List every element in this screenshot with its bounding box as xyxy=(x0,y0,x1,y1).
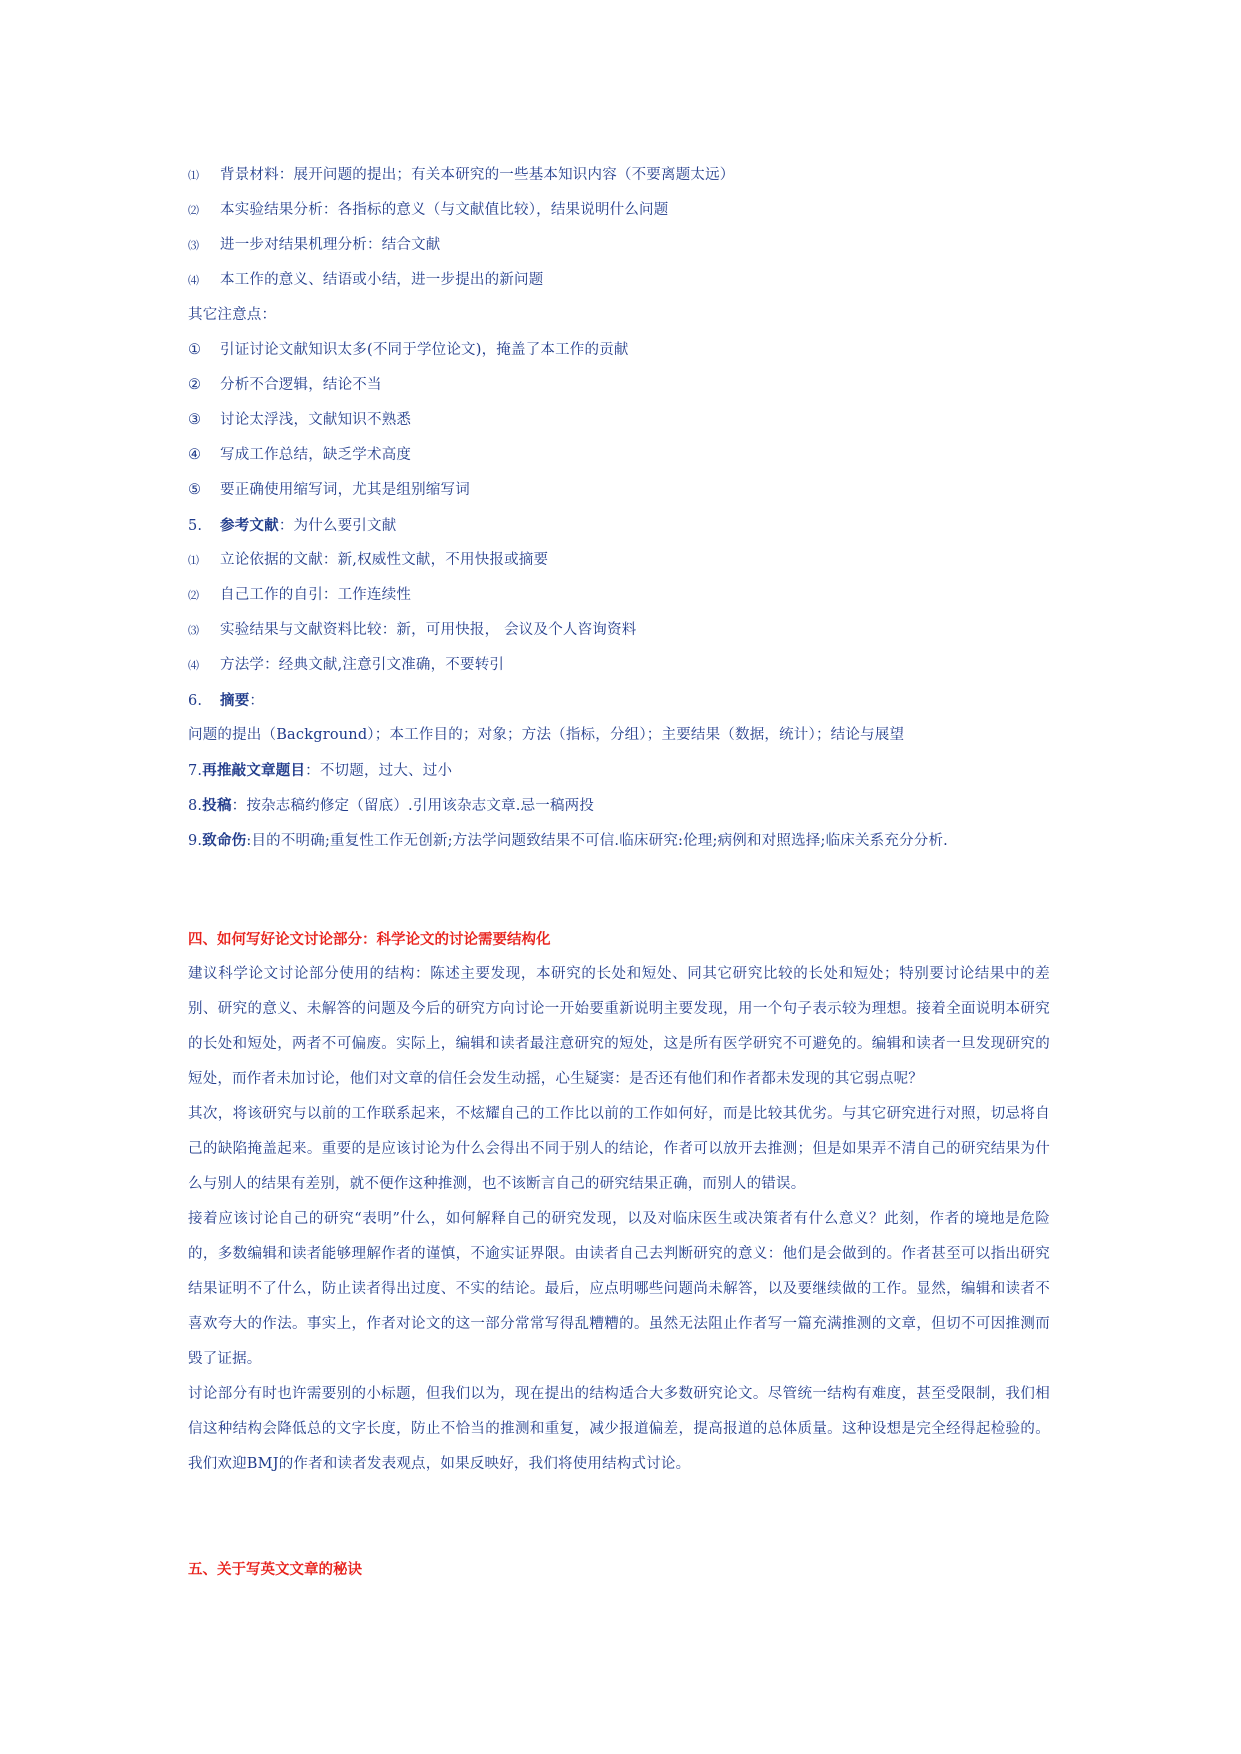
item-prefix: 8. xyxy=(188,798,203,814)
item-7 xyxy=(188,753,1050,788)
item-number: ⑴ xyxy=(188,169,200,182)
abstract-title: 摘要 xyxy=(220,692,250,709)
notes-title: 其它注意点： xyxy=(188,307,277,323)
paragraph: 讨论部分有时也许需要别的小标题，但我们以为，现在提出的结构适合大多数研究论文。尽管统一结构有难度，甚至受限制，我们相信这种结构会降低总的文字长度，防止不恰当的推测和重复，减少报道偏差，提高报道的总体质量。这种设想是完全经得起检验的。我们欢迎BMJ的作者和读者发表观点，如果反映好，我们将使用结构式讨论。 xyxy=(188,1386,1050,1472)
item-desc: ：不切题，过大、过小 xyxy=(305,763,453,779)
item-prefix: 9. xyxy=(188,833,203,849)
list-item xyxy=(188,578,1050,613)
item-9 xyxy=(188,823,1050,858)
list-item xyxy=(188,438,1050,473)
item-number: ⑷ xyxy=(188,659,200,672)
item-text: 方法学：经典文献,注意引文准确，不要转引 xyxy=(220,657,505,673)
item-text: 进一步对结果机理分析：结合文献 xyxy=(220,237,441,253)
item-number: ⑷ xyxy=(188,274,200,287)
abstract-text: 问题的提出（Background）；本工作目的；对象；方法（指标，分组）；主要结果（数据，统计）；结论与展望 xyxy=(188,727,905,743)
references-heading xyxy=(188,508,1050,543)
item-text: 本实验结果分析：各指标的意义（与文献值比较），结果说明什么问题 xyxy=(220,202,669,218)
list-item xyxy=(188,368,1050,403)
item-number: ⑶ xyxy=(188,239,200,252)
item-text: 立论依据的文献：新,权威性文献，不用快报或摘要 xyxy=(220,552,549,568)
list-item xyxy=(188,543,1050,578)
item-number: ⑴ xyxy=(188,554,200,567)
item-number: ② xyxy=(188,377,202,393)
list-item xyxy=(188,228,1050,263)
paragraph: 接着应该讨论自己的研究“表明”什么，如何解释自己的研究发现，以及对临床医生或决策者有什么意义？此刻，作者的境地是危险的，多数编辑和读者能够理解作者的谨慎，不逾实证界限。由读者自己去判断研究的意义：他们是会做到的。作者甚至可以指出研究结果证明不了什么，防止读者得出过度、不实的结论。最后，应点明哪些问题尚未解答，以及要继续做的工作。显然，编辑和读者不喜欢夸大的作法。事实上，作者对论文的这一部分常常写得乱糟糟的。虽然无法阻止作者写一篇充满推测的文章，但切不可因推测而毁了证据。 xyxy=(188,1211,1050,1367)
section-4-heading: 四、如何写好论文讨论部分：科学论文的讨论需要结构化 xyxy=(188,931,551,948)
item-number: ⑶ xyxy=(188,624,200,637)
item-text: 分析不合逻辑，结论不当 xyxy=(220,377,382,393)
item-number: ④ xyxy=(188,447,202,463)
item-number: ⑵ xyxy=(188,589,200,602)
item-title: 投稿 xyxy=(202,797,232,814)
item-number: ③ xyxy=(188,412,202,428)
section-5-heading: 五、关于写英文文章的秘诀 xyxy=(188,1561,362,1578)
item-prefix: 7. xyxy=(188,763,203,779)
item-text: 讨论太浮浅，文献知识不熟悉 xyxy=(220,412,412,428)
item-text: 写成工作总结，缺乏学术高度 xyxy=(220,447,412,463)
paragraph: 其次，将该研究与以前的工作联系起来，不炫耀自己的工作比以前的工作如何好，而是比较其优劣。与其它研究进行对照，切忌将自己的缺陷掩盖起来。重要的是应该讨论为什么会得出不同于别人的结论，作者可以放开去推测；但是如果弄不清自己的研究结果为什么与别人的结果有差别，就不便作这种推测，也不该断言自己的研究结果正确，而别人的错误。 xyxy=(188,1106,1050,1192)
item-desc: ：按杂志稿约修定（留底）.引用该杂志文章.忌一稿两投 xyxy=(231,798,595,814)
item-number: 6. xyxy=(188,693,203,709)
list-item xyxy=(188,473,1050,508)
item-text: 引证讨论文献知识太多(不同于学位论文)，掩盖了本工作的贡献 xyxy=(220,342,629,358)
item-title: 致命伤 xyxy=(202,832,247,849)
abstract-heading xyxy=(188,683,1050,718)
item-text: 实验结果与文献资料比较：新，可用快报， 会议及个人咨询资料 xyxy=(220,622,637,638)
item-text: 本工作的意义、结语或小结，进一步提出的新问题 xyxy=(220,272,544,288)
item-text: 自己工作的自引：工作连续性 xyxy=(220,587,412,603)
paragraph: 建议科学论文讨论部分使用的结构：陈述主要发现，本研究的长处和短处、同其它研究比较的长处和短处；特别要讨论结果中的差别、研究的意义、未解答的问题及今后的研究方向讨论一开始要重新说明主要发现，用一个句子表示较为理想。接着全面说明本研究的长处和短处，两者不可偏废。实际上，编辑和读者最注意研究的短处，这是所有医学研究不可避免的。编辑和读者一旦发现研究的短处，而作者未加讨论，他们对文章的信任会发生动摇，心生疑窦：是否还有他们和作者都未发现的其它弱点呢？ xyxy=(188,966,1050,1087)
item-8 xyxy=(188,788,1050,823)
document-page xyxy=(188,158,1050,1587)
item-title: 再推敲文章题目 xyxy=(202,762,306,779)
list-item xyxy=(188,613,1050,648)
item-number: 5. xyxy=(188,518,203,534)
item-desc: :目的不明确;重复性工作无创新;方法学问题致结果不可信.临床研究:伦理;病例和对照选择;临床关系充分分析. xyxy=(246,833,948,849)
item-number: ⑤ xyxy=(188,482,202,498)
references-title: 参考文献 xyxy=(220,517,279,534)
list-item xyxy=(188,263,1050,298)
item-text: 要正确使用缩写词，尤其是组别缩写词 xyxy=(220,482,470,498)
list-item xyxy=(188,333,1050,368)
list-item xyxy=(188,158,1050,193)
abstract-desc: ： xyxy=(249,693,265,709)
references-desc: ：为什么要引文献 xyxy=(278,518,397,534)
list-item xyxy=(188,193,1050,228)
item-number: ① xyxy=(188,342,202,358)
item-text: 背景材料：展开问题的提出；有关本研究的一些基本知识内容（不要离题太远） xyxy=(220,167,735,183)
list-item xyxy=(188,403,1050,438)
list-item xyxy=(188,648,1050,683)
item-number: ⑵ xyxy=(188,204,200,217)
